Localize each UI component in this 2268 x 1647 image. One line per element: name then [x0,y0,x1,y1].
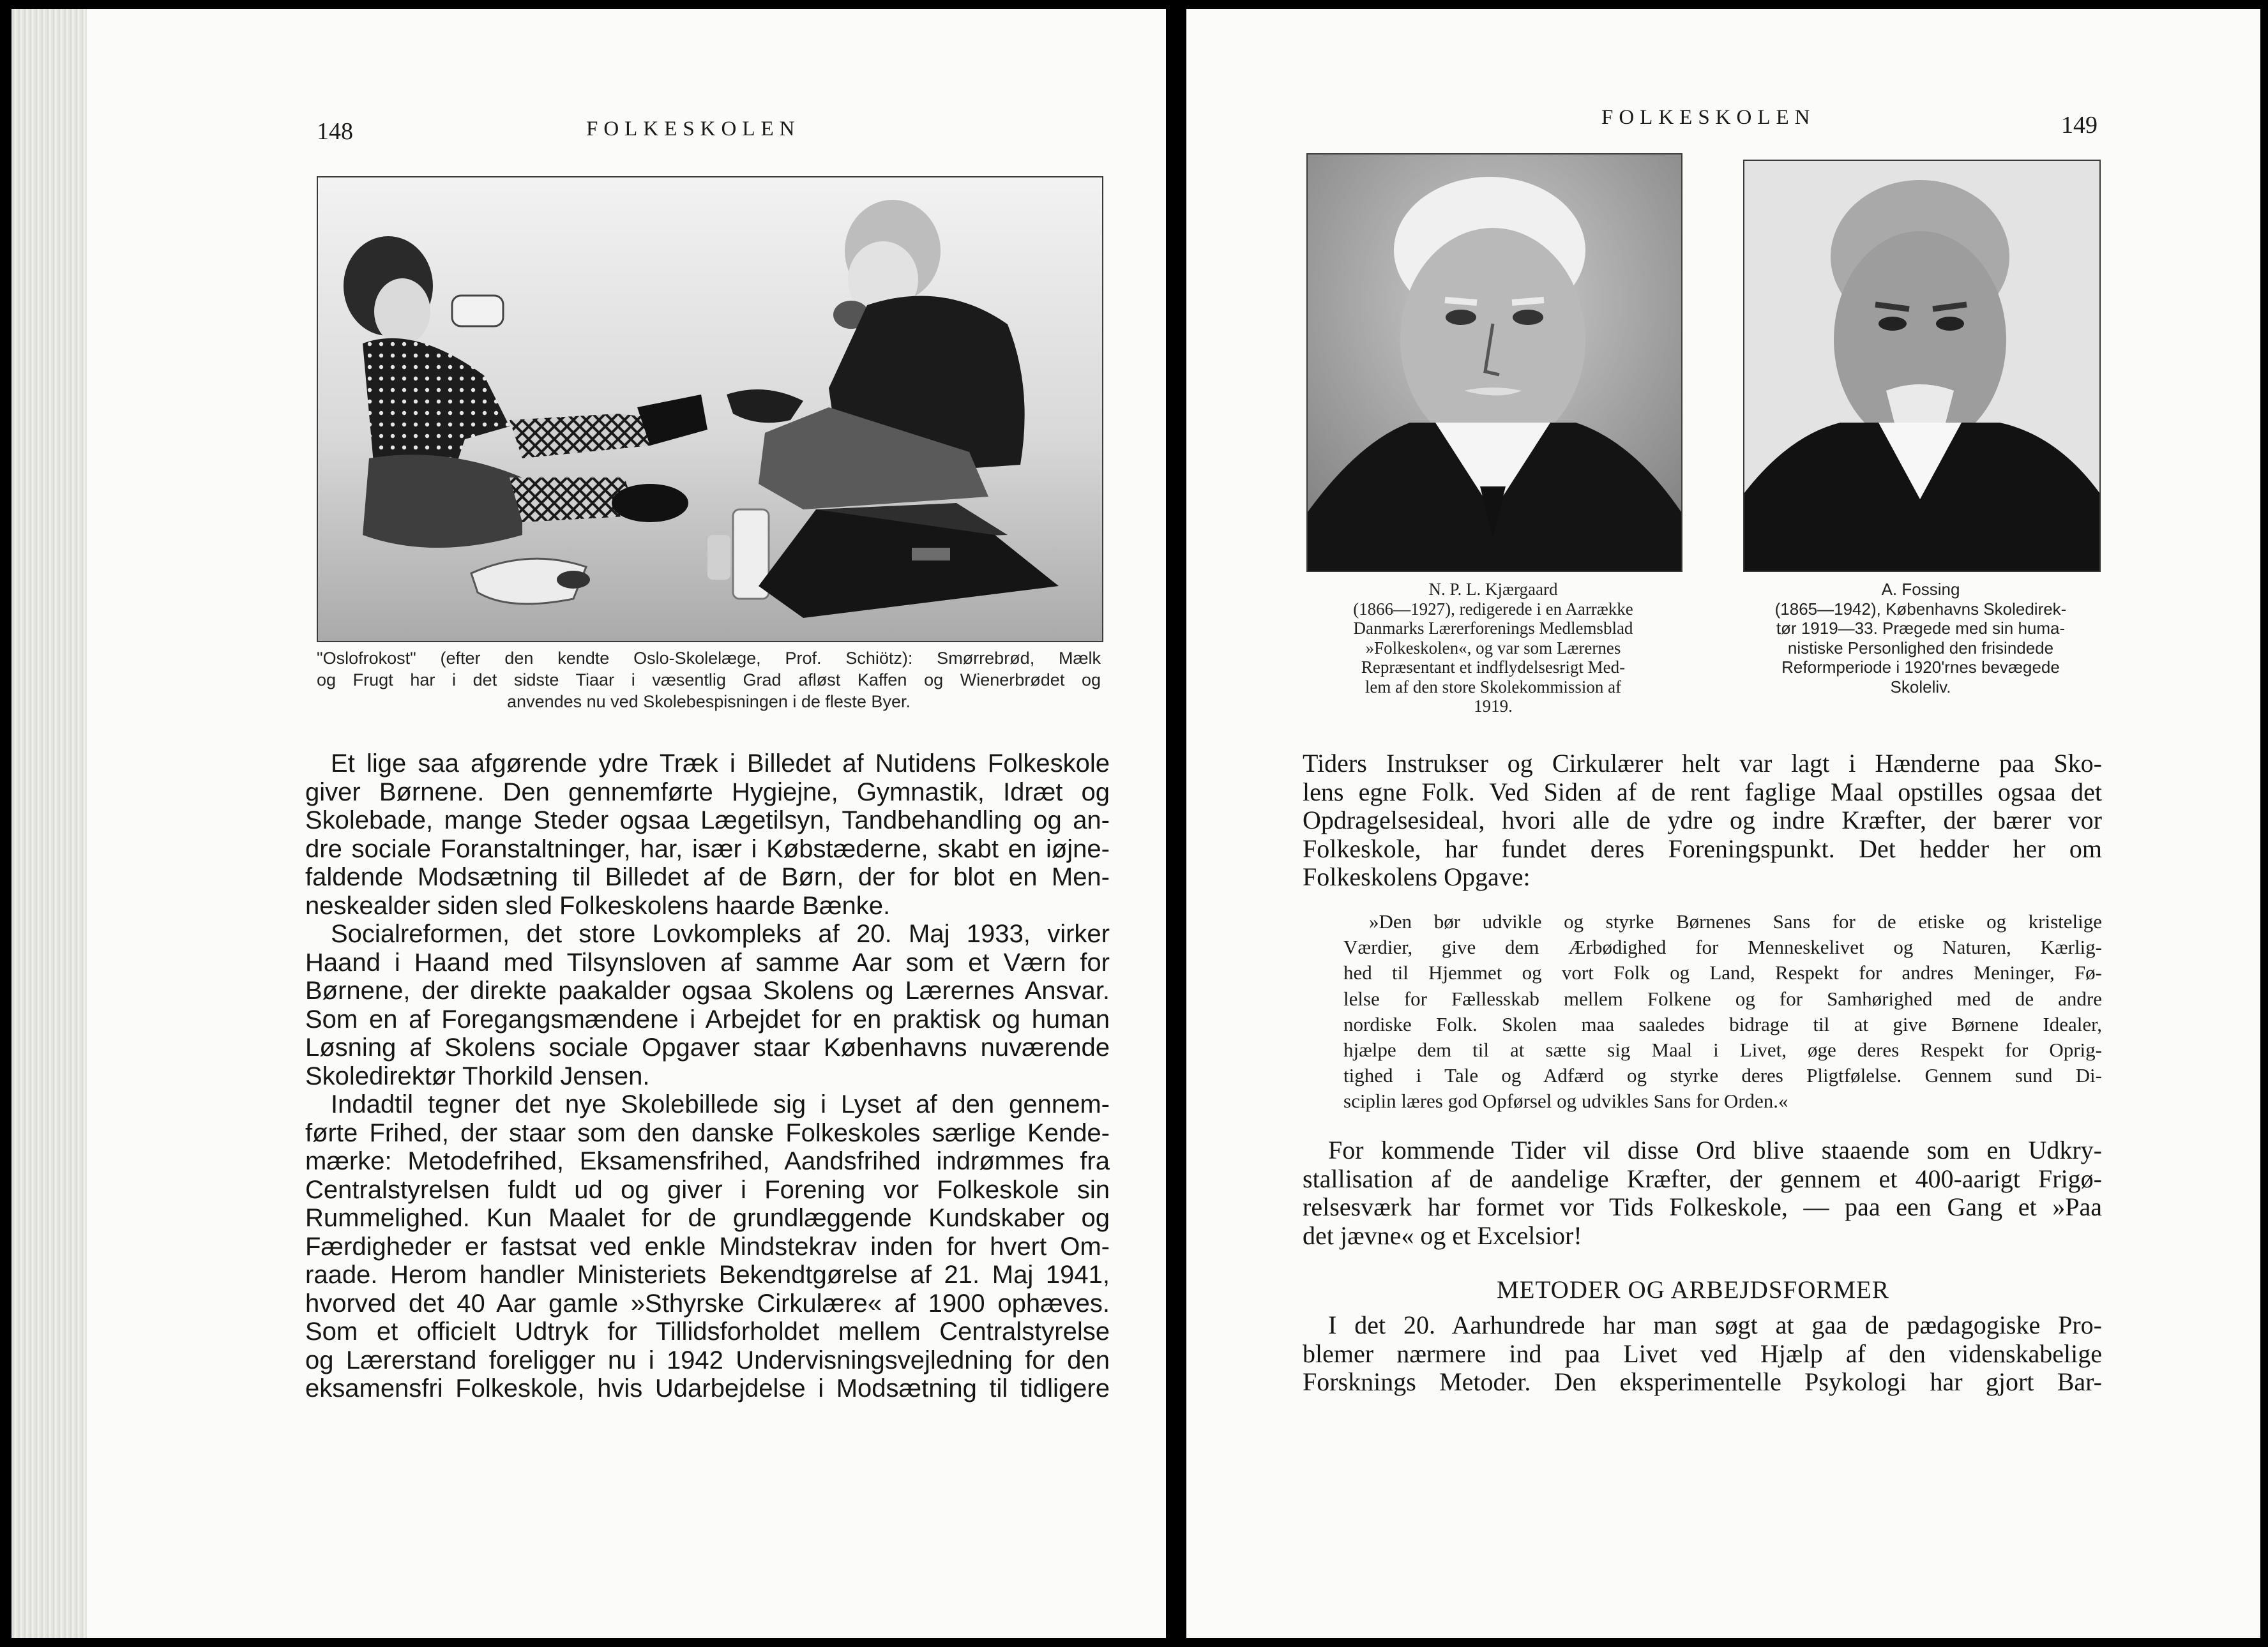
text-line: dre sociale Foranstaltninger, har, især i Købstæderne, skabt en iøjne- [305,834,1110,863]
oslofrokost-photo [317,176,1103,642]
caption-line: Skoleliv. [1890,677,1951,696]
photo-caption-left [317,647,1101,712]
text-line: Tiders Instrukser og Cirkulærer helt var lagt i Hænderne paa Sko- [1303,749,2102,778]
running-head-left: FOLKESKOLEN [586,117,801,140]
caption-line: A. Fossing [1881,580,1960,599]
quote-line: »Den bør udvikle og styrke Børnenes Sans for de etiske og kristelige [1369,910,2102,933]
caption-line: Danmarks Lærerforenings Medlemsblad [1353,619,1633,638]
text-line: og Lærerstand foreligger nu i 1942 Undervisningsvejledning for den [305,1346,1110,1374]
text-line: raade. Herom handler Ministeriets Bekendtgørelse af 21. Maj 1941, [305,1261,1110,1289]
caption-line: nistiske Personlighed den frisindede [1787,638,2054,658]
body-text-right-middle [1303,1136,2102,1250]
body-text-right-top [1303,749,2102,892]
block-quote [1343,909,2102,1115]
text-line: hvorved det 40 Aar gamle »Sthyrske Cirkulære« af 1900 ophæves. [305,1289,1110,1318]
caption-line: 1919. [1474,696,1513,716]
text-line: stallisation af de aandelige Kræfter, der gennem et 400-aarigt Frigø- [1303,1164,2102,1193]
portrait-caption-2 [1743,580,2098,696]
quote-line: Værdier, give dem Ærbødighed for Menneskelivet og Naturen, Kærlig- [1343,936,2102,959]
text-line: det jævne« og et Excelsior! [1303,1221,1582,1250]
text-line: faldende Modsætning til Billedet af de Børn, der for blot en Men- [305,863,1110,891]
portrait-fossing [1743,160,2101,572]
text-line: Børnene, der direkte paakalder ogsaa Skolens og Lærernes Ansvar. [305,977,1110,1005]
page-edge-stack [11,9,87,1638]
quote-line: nordiske Folk. Skolen maa saaledes bidrage til at give Børnene Idealer, [1343,1012,2102,1035]
quote-line: sciplin læres god Opførsel og udvikles Sans for Orden.« [1343,1090,1788,1113]
text-line: giver Børnene. Den gennemførte Hygiejne, Gymnastik, Idræt og [305,778,1110,806]
text-line: Et lige saa afgørende ydre Træk i Billedet af Nutidens Folkeskole [331,749,1110,778]
text-line: Løsning af Skolens sociale Opgaver staar Københavns nuværende [305,1034,1110,1062]
text-line: Socialreformen, det store Lovkompleks af 20. Maj 1933, virker [331,920,1110,948]
caption-line: (1865—1942), Københavns Skoledirek- [1774,599,2067,619]
text-line: I det 20. Aarhundrede har man søgt at gaa de pædagogiske Pro- [1328,1311,2102,1339]
text-line: Som et officielt Udtryk for Tillidsforholdet mellem Centralstyrelse [305,1318,1110,1346]
text-line: Skolebade, mange Steder ogsaa Lægetilsyn, Tandbehandling og an- [305,806,1110,834]
text-line: mærke: Metodefrihed, Eksamensfrihed, Aandsfrihed indrømmes fra [305,1147,1110,1175]
text-line: Folkeskolens Opgave: [1303,862,1531,891]
text-line: relsesværk har formet vor Tids Folkeskole, — paa een Gang et »Paa [1303,1192,2102,1221]
caption-line: lem af den store Skolekommission af [1365,677,1622,696]
text-line: Opdragelsesideal, hvori alle de ydre og indre Kræfter, der bærer vor [1303,806,2102,834]
text-line: Haand i Haand med Tilsynsloven af samme Aar som et Værn for [305,948,1110,977]
caption-line: "Oslofrokost" (efter den kendte Oslo-Skolelæge, Prof. Schiötz): Smørrebrød, Mælk [317,649,1101,668]
caption-line: tør 1919—33. Prægede med sin huma- [1776,619,2066,638]
text-line: lens egne Folk. Ved Siden af de rent faglige Maal opstilles ogsaa det [1303,777,2102,806]
text-line: førte Frihed, der staar som den danske Folkeskoles særlige Kende- [305,1118,1110,1147]
page-number-left: 148 [317,118,353,145]
quote-line: hjælpe dem til at sætte sig Maal i Livet, øge deres Respekt for Oprig- [1343,1038,2102,1061]
portrait-kjaergaard [1306,153,1682,572]
left-page [11,9,1166,1638]
portrait-caption-1 [1306,580,1680,716]
text-line: Centralstyrelsen fuldt ud og giver i Forening vor Folkeskole sin [305,1175,1110,1204]
text-line: Forsknings Metoder. Den eksperimentelle Psykologi har gjort Bar- [1303,1367,2102,1396]
caption-line: (1866—1927), redigerede i en Aarrække [1353,599,1633,619]
body-text-left [305,749,1110,1403]
text-line: neskealder siden sled Folkeskolens haarde Bænke. [305,891,891,920]
text-line: Rummelighed. Kun Maalet for de grundlæggende Kundskaber og [305,1204,1110,1232]
quote-line: lelse for Fællesskab mellem Folkene og for Samhørighed med de andre [1343,987,2102,1010]
section-heading: METODER OG ARBEJDSFORMER [1497,1276,1889,1304]
text-line: Indadtil tegner det nye Skolebillede sig i Lyset af den gennem- [331,1090,1110,1118]
running-head-right: FOLKESKOLEN [1601,106,1816,129]
caption-line: Repræsentant et indflydelsesrigt Med- [1361,658,1626,677]
text-line: eksamensfri Folkeskole, hvis Udarbejdelse i Modsætning til tidligere [305,1374,1110,1403]
text-line: blemer nærmere ind paa Livet ved Hjælp af den videnskabelige [1303,1339,2102,1368]
right-page [1186,9,2260,1638]
quote-line: tighed i Tale og Adfærd og styrke deres Pligtfølelse. Gennem sund Di- [1343,1064,2102,1087]
text-line: Skoledirektør Thorkild Jensen. [305,1062,650,1090]
caption-line: »Folkeskolen«, og var som Lærernes [1365,638,1621,658]
text-line: Som en af Foregangsmændene i Arbejdet for en praktisk og human [305,1005,1110,1034]
page-number-right: 149 [2061,112,2098,139]
text-line: Færdigheder er fastsat ved enkle Mindstekrav inden for hvert Om- [305,1232,1110,1261]
caption-line: Reformperiode i 1920'rnes bevægede [1781,658,2060,677]
body-text-right-bottom [1303,1311,2102,1397]
caption-line: N. P. L. Kjærgaard [1428,580,1558,599]
caption-line: og Frugt har i det sidste Tiaar i væsentlig Grad afløst Kaffen og Wienerbrødet og [317,670,1101,689]
quote-line: hed til Hjemmet og vort Folk og Land, Respekt for andres Meninger, Fø- [1343,961,2102,984]
text-line: Folkeskole, har fundet deres Foreningspunkt. Det hedder her om [1303,834,2102,863]
caption-line: anvendes nu ved Skolebespisningen i de fleste Byer. [507,692,911,711]
text-line: For kommende Tider vil disse Ord blive staaende som en Udkry- [1328,1136,2102,1164]
